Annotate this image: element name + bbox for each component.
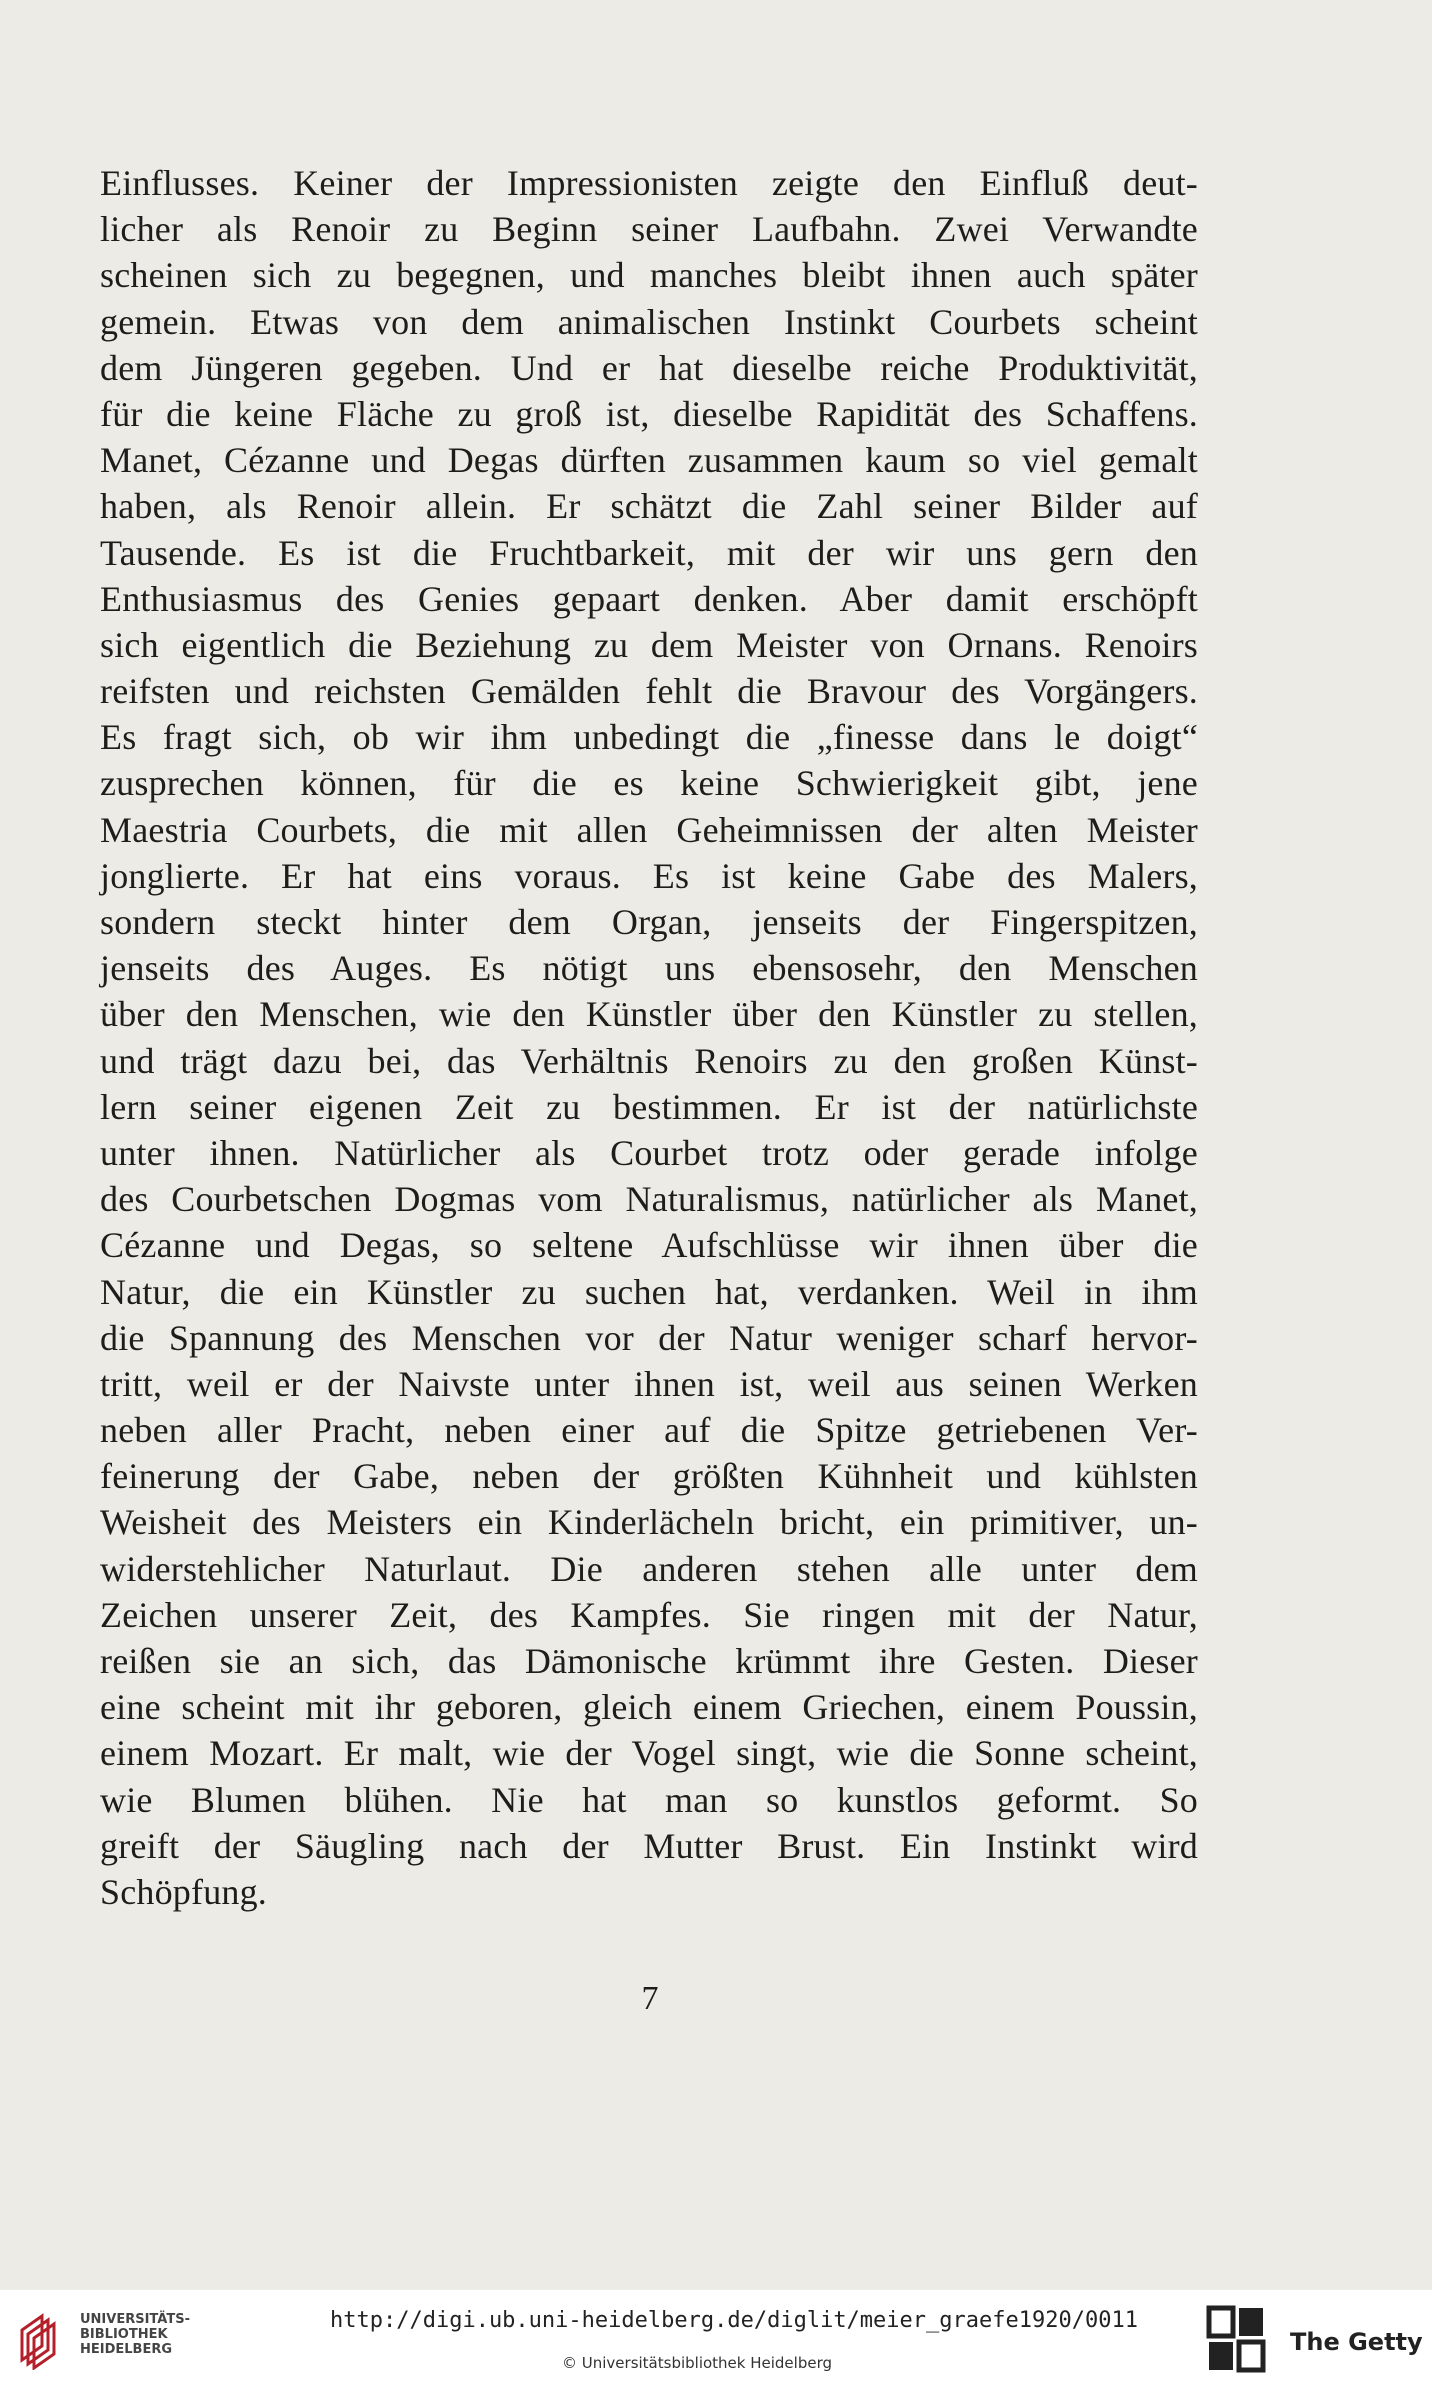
- viewer-footer: [0, 2290, 1432, 2393]
- library-name-line: HEIDELBERG: [80, 2342, 173, 2357]
- text-line: licher als Renoir zu Beginn seiner Laufbahn. Zwei Verwandte: [100, 209, 1198, 250]
- text-line: greift der Säugling nach der Mutter Brust. Ein Instinkt wird: [100, 1825, 1198, 1866]
- text-line: Tausende. Es ist die Fruchtbarkeit, mit der wir uns gern den: [100, 532, 1198, 573]
- text-line: gemein. Etwas von dem animalischen Instinkt Courbets scheint: [100, 301, 1198, 342]
- text-line: scheinen sich zu begegnen, und manches bleibt ihnen auch später: [100, 255, 1198, 296]
- library-logo-icon: [14, 2308, 76, 2370]
- text-line: sondern steckt hinter dem Organ, jenseits der Fingerspitzen,: [100, 902, 1198, 942]
- text-line: Es fragt sich, ob wir ihm unbedingt die „finesse dans le doigt“: [100, 717, 1198, 758]
- text-line: reißen sie an sich, das Dämonische krümmt ihre Gesten. Dieser: [100, 1641, 1198, 1681]
- text-line: Maestria Courbets, die mit allen Geheimnissen der alten Meister: [100, 809, 1198, 850]
- text-line: lern seiner eigenen Zeit zu bestimmen. Er ist der natürlichste: [100, 1086, 1198, 1127]
- text-line: tritt, weil er der Naivste unter ihnen ist, weil aus seinen Werken: [100, 1363, 1198, 1404]
- text-line: Cézanne und Degas, so seltene Aufschlüsse wir ihnen über die: [100, 1225, 1198, 1266]
- text-line: unter ihnen. Natürlicher als Courbet trotz oder gerade infolge: [100, 1132, 1198, 1173]
- page-number: 7: [641, 1980, 659, 2017]
- text-line: Manet, Cézanne und Degas dürften zusammen kaum so viel gemalt: [100, 440, 1198, 481]
- text-line: widerstehlicher Naturlaut. Die anderen stehen alle unter dem: [100, 1548, 1198, 1589]
- text-line: haben, als Renoir allein. Er schätzt die Zahl seiner Bilder auf: [100, 486, 1198, 527]
- text-line: Enthusiasmus des Genies gepaart denken. Aber damit erschöpft: [100, 578, 1198, 619]
- text-line: reifsten und reichsten Gemälden fehlt die Bravour des Vorgängers.: [100, 671, 1198, 712]
- text-line: Weisheit des Meisters ein Kinderlächeln bricht, ein primitiver, un-: [100, 1502, 1198, 1543]
- text-line: die Spannung des Menschen vor der Natur weniger scharf hervor-: [100, 1317, 1198, 1358]
- permalink-url[interactable]: http://digi.ub.uni-heidelberg.de/diglit/meier_graefe1920/0011: [330, 2308, 1138, 2333]
- text-line: sich eigentlich die Beziehung zu dem Meister von Ornans. Renoirs: [100, 624, 1198, 665]
- text-line: neben aller Pracht, neben einer auf die Spitze getriebenen Ver-: [100, 1410, 1198, 1451]
- text-line: jonglierte. Er hat eins voraus. Es ist keine Gabe des Malers,: [100, 855, 1198, 896]
- body-text: [100, 160, 1198, 1915]
- text-line: Schöpfung.: [100, 1871, 267, 1912]
- library-name-line: UNIVERSITÄTS-: [80, 2312, 190, 2327]
- copyright-notice: © Universitätsbibliothek Heidelberg: [562, 2354, 833, 2372]
- library-name: [80, 2312, 190, 2357]
- text-line: Natur, die ein Künstler zu suchen hat, verdanken. Weil in ihm: [100, 1271, 1198, 1312]
- text-line: dem Jüngeren gegeben. Und er hat dieselbe reiche Produktivität,: [100, 347, 1198, 388]
- text-line: und trägt dazu bei, das Verhältnis Renoirs zu den großen Künst-: [100, 1040, 1198, 1081]
- text-line: zusprechen können, für die es keine Schwierigkeit gibt, jene: [100, 763, 1198, 804]
- text-line: Einflusses. Keiner der Impressionisten zeigte den Einfluß deut-: [100, 163, 1198, 203]
- text-line: einem Mozart. Er malt, wie der Vogel singt, wie die Sonne scheint,: [100, 1733, 1198, 1774]
- text-line: für die keine Fläche zu groß ist, dieselbe Rapidität des Schaffens.: [100, 393, 1198, 434]
- text-line: über den Menschen, wie den Künstler über den Künstler zu stellen,: [100, 994, 1198, 1035]
- text-line: feinerung der Gabe, neben der größten Kühnheit und kühlsten: [100, 1456, 1198, 1497]
- getty-logo-icon: [1205, 2304, 1267, 2374]
- text-line: wie Blumen blühen. Nie hat man so kunstlos geformt. So: [100, 1779, 1198, 1820]
- text-line: eine scheint mit ihr geboren, gleich einem Griechen, einem Poussin,: [100, 1687, 1198, 1728]
- partner-name: The Getty: [1290, 2328, 1423, 2356]
- library-name-line: BIBLIOTHEK: [80, 2327, 168, 2342]
- text-line: Zeichen unserer Zeit, des Kampfes. Sie ringen mit der Natur,: [100, 1594, 1198, 1635]
- text-line: jenseits des Auges. Es nötigt uns ebensosehr, den Menschen: [100, 948, 1198, 989]
- text-line: des Courbetschen Dogmas vom Naturalismus, natürlicher als Manet,: [100, 1179, 1198, 1220]
